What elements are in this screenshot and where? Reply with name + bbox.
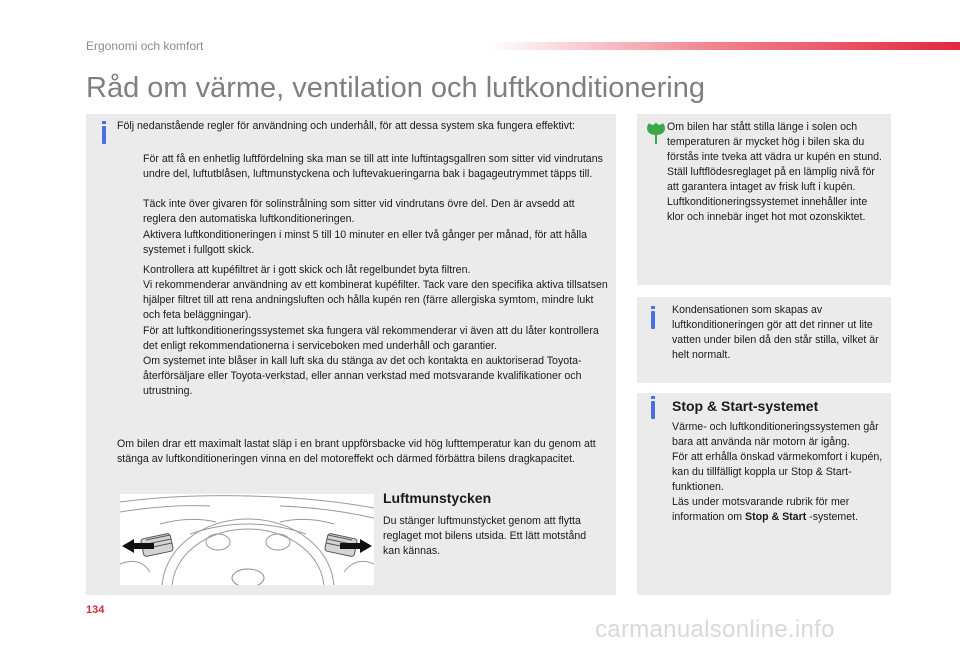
condensation-text: Kondensationen som skapas av luftkonditioneringen gör att det rinner ut lite vatten under bilen då den står stilla, vilket är helt normalt. <box>672 304 879 361</box>
info-icon <box>651 311 655 329</box>
vents-heading: Luftmunstycken <box>383 490 492 506</box>
condensation-panel <box>637 297 891 383</box>
eco-tip-panel <box>637 114 891 285</box>
list-item: För att luftkonditioneringssystemet ska fungera väl rekommenderar vi även att du låter kontrollera det enligt rekommendationerna i serviceboken med underhåll och garantier. <box>143 325 599 352</box>
page-number: 134 <box>86 604 105 616</box>
intro-text: Följ nedanstående regler för användning och underhåll, för att dessa system ska fungera effektivt: <box>117 120 575 132</box>
list-item: Aktivera luftkonditioneringen i minst 5 till 10 minuter en eller två gånger per månad, för att hålla systemet i fullgott skick. <box>143 229 587 256</box>
list-item: Om systemet inte blåser in kall luft ska du stänga av det och kontakta en auktoriserad Toyota-återförsäljare eller Toyota-verkstad, eller annan verkstad med motsvarande kvalifikationer och utrustning. <box>143 355 582 397</box>
stop-start-heading: Stop & Start-systemet <box>672 398 819 414</box>
section-label: Ergonomi och komfort <box>86 39 204 53</box>
dashboard-drawing <box>120 494 374 585</box>
dashboard-vents-illustration <box>120 494 374 585</box>
header-stripe <box>490 42 960 50</box>
info-icon <box>651 401 655 419</box>
page-title: Råd om värme, ventilation och luftkonditionering <box>86 72 705 104</box>
info-icon <box>102 126 106 144</box>
eco-tip-text: Om bilen har stått stilla länge i solen och temperaturen är mycket hög i bilen ska du förstås inte tveka att vädra ur kupén en stund. Ställ luftflödesreglaget på en lämplig nivå för att garantera intaget av frisk luft i kupén. Luftkonditioneringssystemet innehåller inte klor och innebär inget hot mot ozonskiktet. <box>667 121 882 223</box>
list-item: Kontrollera att kupéfiltret är i gott skick och låt regelbundet byta filtren. Vi rekommenderar användning av ett kombinerat kupéfilter. Tack vare den specifika aktiva tillsatsen hjälper filtret till att rena andningsluften och hålla kupén ren (färre allergiska symtom, mindre lukt och feta beläggningar). <box>143 264 608 321</box>
stop-start-text: Värme- och luftkonditioneringssystemen går bara att använda när motorn är igång. För att erhålla önskad värmekomfort i kupén, kan du tillfälligt koppla ur Stop & Start-funktionen. Läs under motsvarande rubrik för mer information om Stop & Start -systemet. <box>672 421 883 523</box>
vents-text: Du stänger luftmunstycket genom att flytta reglaget mot bilens utsida. Ett lätt motstånd kan kännas. <box>383 515 587 557</box>
eco-leaf-icon <box>643 120 669 146</box>
towing-note: Om bilen drar ett maximalt lastat släp i en brant uppförsbacke vid hög lufttemperatur kan du genom att stänga av luftkonditioneringen vinna en del motoreffekt och därmed förbättra bilens dragkapacitet. <box>117 438 596 465</box>
list-item: För att få en enhetlig luftfördelning ska man se till att inte luftintagsgallren som sitter vid vindrutans undre del, luftutblåsen, luftmunstyckena och luftevakueringarna bak i bagageutrymmet täpps till. <box>143 153 603 180</box>
list-item: Täck inte över givaren för solinstrålning som sitter vid vindrutans övre del. Den är avsedd att reglera den automatiska luftkonditioneringen. <box>143 198 575 225</box>
watermark: carmanualsonline.info <box>595 616 835 643</box>
stop-start-panel <box>637 393 891 595</box>
